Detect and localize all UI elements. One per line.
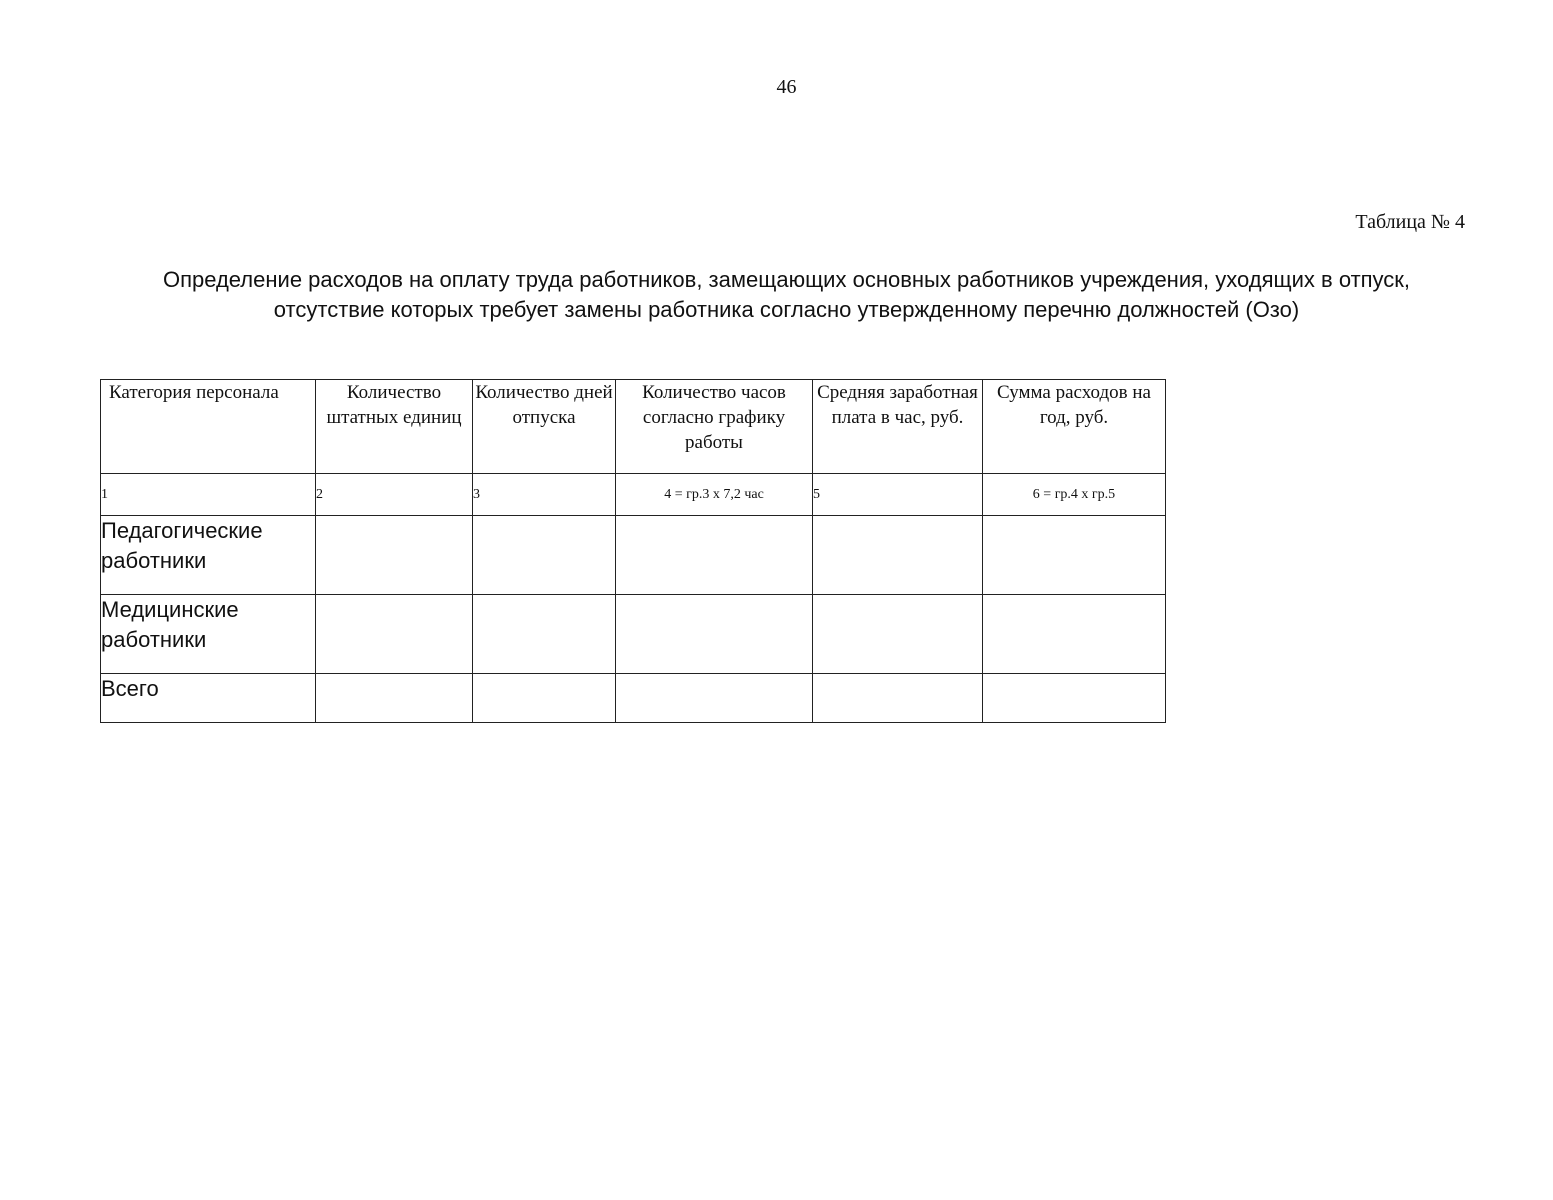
table-cell xyxy=(316,595,473,674)
header-row xyxy=(101,380,1166,474)
row-label-medical: Медицинские работники xyxy=(101,595,316,674)
column-number-6: 6 = гр.4 х гр.5 xyxy=(983,474,1166,516)
table-cell xyxy=(473,595,616,674)
row-label-pedagogical: Педагогические работники xyxy=(101,516,316,595)
table-cell xyxy=(983,595,1166,674)
table-row xyxy=(101,516,1166,595)
document-title-line-2: отсутствие которых требует замены работника согласно утвержденному перечню должностей (Озо) xyxy=(273,297,1300,322)
table-cell xyxy=(473,674,616,723)
table-cell xyxy=(813,595,983,674)
column-number-4: 4 = гр.3 х 7,2 час xyxy=(616,474,813,516)
header-avg-hourly-pay: Средняя заработная плата в час, руб. xyxy=(813,380,983,474)
table-cell xyxy=(983,516,1166,595)
page-number: 46 xyxy=(776,76,797,98)
header-hours: Количество часов согласно графику работы xyxy=(616,380,813,474)
column-number-2: 2 xyxy=(316,474,473,516)
document-title-line-1: Определение расходов на оплату труда работников, замещающих основных работников учреждения, уходящих в отпуск, xyxy=(162,267,1411,292)
table-label: Таблица № 4 xyxy=(1355,211,1465,233)
document-title xyxy=(40,265,1533,325)
column-number-5: 5 xyxy=(813,474,983,516)
table-row-total xyxy=(101,674,1166,723)
table-cell xyxy=(616,595,813,674)
table-cell xyxy=(316,674,473,723)
table-cell xyxy=(813,674,983,723)
header-category: Категория персонала xyxy=(101,380,316,474)
header-staff-units: Количество штатных единиц xyxy=(316,380,473,474)
table-cell xyxy=(983,674,1166,723)
column-number-3: 3 xyxy=(473,474,616,516)
expenses-table xyxy=(100,379,1166,723)
row-label-total: Всего xyxy=(101,674,316,723)
column-number-row xyxy=(101,474,1166,516)
header-vacation-days: Количество дней отпуска xyxy=(473,380,616,474)
table-cell xyxy=(813,516,983,595)
table-cell xyxy=(473,516,616,595)
table-cell xyxy=(316,516,473,595)
table-row xyxy=(101,595,1166,674)
table-cell xyxy=(616,674,813,723)
table-cell xyxy=(616,516,813,595)
header-annual-expenses: Сумма расходов на год, руб. xyxy=(983,380,1166,474)
column-number-1: 1 xyxy=(101,474,316,516)
